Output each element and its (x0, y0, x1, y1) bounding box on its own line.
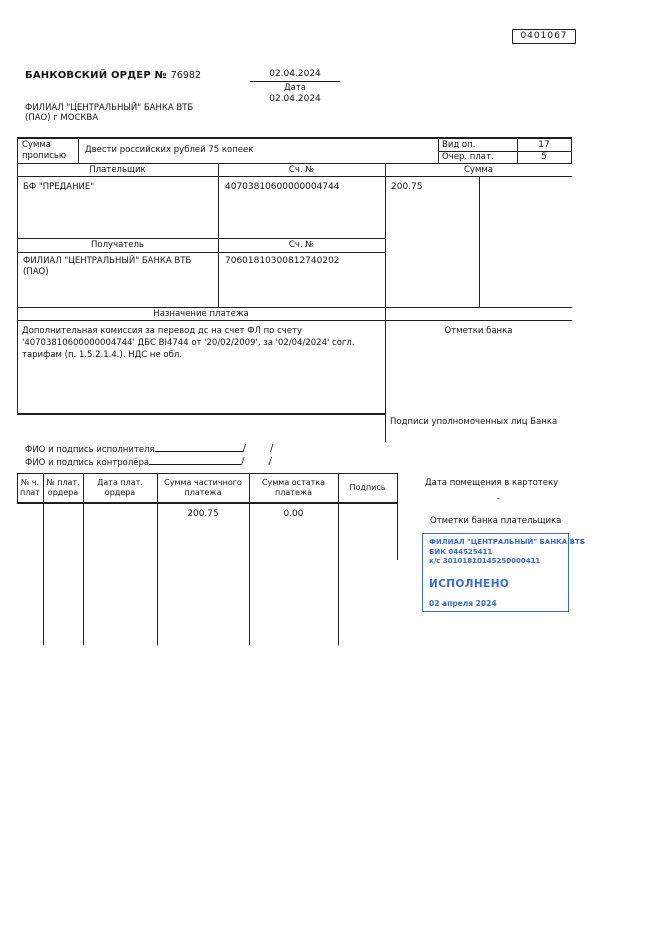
partial-col-header (249, 478, 338, 497)
table-line-payer-bottom (17, 238, 385, 239)
purpose-text-line3: тарифам (п. 1.5.2.1.4.). НДС не обл. (22, 350, 182, 360)
stamp-bank-name: ФИЛИАЛ "ЦЕНТРАЛЬНЫЙ" БАНКА ВТБ (429, 538, 586, 546)
partial-col-header-line: ордера (104, 487, 136, 497)
partial-col-header (338, 483, 397, 493)
partial-col-header (43, 478, 83, 497)
payment-amount: 200.75 (391, 182, 423, 192)
form-code: 0401067 (520, 31, 568, 41)
payer-account-number: 40703810600000004744 (225, 182, 340, 192)
bank-execution-stamp (422, 533, 586, 612)
payment-priority-value: 5 (541, 152, 547, 162)
partial-col-header (83, 478, 157, 497)
stamp-status: ИСПОЛНЕНО (429, 577, 510, 590)
partial-col-header (157, 478, 249, 497)
table-line-purpose-header-bottom (17, 320, 572, 321)
partial-col-header (17, 478, 43, 497)
partial-col-header-line: платежа (184, 487, 222, 497)
purpose-text-line1: Дополнительная комиссия за перевод дс на счет ФЛ по счету (22, 326, 302, 336)
recipient-name-line2: (ПАО) (23, 267, 49, 277)
table-line-sum-divider (385, 163, 386, 442)
partial-col-header-line: Дата плат. (97, 478, 143, 487)
form-code-box (512, 29, 576, 44)
table-line-header-bottom (17, 176, 572, 177)
stamp-corr-account: к/с 30101810145250000411 (429, 557, 541, 565)
partial-amount-value: 200.75 (187, 509, 219, 519)
partial-col-header-line: № ч. (20, 478, 40, 487)
amount-words-label-line2: прописью (22, 151, 67, 161)
partial-table-line-col4 (249, 473, 250, 645)
partial-table-line-col3 (157, 473, 158, 645)
table-line-optype-left (438, 137, 439, 163)
date-value-top: 02.04.2024 (250, 69, 340, 82)
table-line-words-divider (78, 137, 79, 163)
recipient-account-label: Сч. № (288, 240, 315, 250)
recipient-account-number: 70601810300812740202 (225, 256, 340, 266)
table-line-top (17, 137, 572, 139)
amount-words-label-line1: Сумма (22, 140, 51, 150)
recipient-name-line1: ФИЛИАЛ "ЦЕНТРАЛЬНЫЙ" БАНКА ВТБ (23, 256, 192, 266)
amount-in-words: Двести российских рублей 75 копеек (85, 145, 254, 155)
table-line-account-divider (218, 163, 219, 307)
table-line-recipient-header-bottom (17, 252, 385, 253)
operation-type-value: 17 (538, 140, 550, 150)
payer-section-label: Плательщик (89, 165, 146, 175)
table-line-sum-mid-divider (479, 176, 480, 307)
slash-mark: / (269, 443, 274, 454)
table-line-row1-bottom (17, 163, 572, 164)
partial-table-line-top (17, 473, 398, 474)
stamp-bik: БИК 044525411 (429, 547, 493, 556)
partial-col-header-line: плат (20, 487, 40, 497)
card-index-label: Дата помещения в картотеку (425, 478, 559, 488)
partial-col-header-line: Подпись (349, 483, 386, 492)
slash-mark: / (268, 456, 272, 467)
table-line-left-border (17, 137, 18, 414)
partial-col-header-line: Сумма остатка (261, 478, 326, 487)
partial-table-line-right (397, 473, 398, 560)
payment-priority-label: Очер. плат. (442, 152, 494, 162)
partial-table-line-header-bottom (17, 502, 398, 504)
controller-signature-row (25, 456, 272, 469)
issuing-bank-name-line2: (ПАО) г МОСКВА (25, 113, 99, 123)
bank-signatures-label: Подписи уполномоченных лиц Банка (390, 417, 558, 427)
partial-col-header-line: Сумма частичного (164, 478, 242, 487)
bank-marks-label: Отметки банка (444, 326, 513, 336)
document-title (25, 70, 201, 81)
partial-col-header-line: ордера (47, 487, 79, 497)
table-line-purpose-top (17, 307, 572, 308)
payer-bank-marks-label: Отметки банка плательщика (430, 516, 562, 526)
payer-name: БФ "ПРЕДАНИЕ" (23, 182, 95, 192)
executor-signature-label: ФИО и подпись исполнителя (25, 445, 155, 455)
partial-table-line-col5 (338, 473, 339, 645)
slash-mark: / (241, 456, 245, 467)
purpose-text-line2: '40703810600000004744' ДБС BI4744 от '20/02/2009', за '02/04/2024' согл. (22, 338, 355, 348)
payer-account-label: Сч. № (288, 165, 315, 175)
table-line-optype-right (571, 137, 572, 163)
card-index-value: - (497, 494, 501, 504)
controller-signature-label: ФИО и подпись контролёра (25, 458, 150, 468)
remainder-amount-value: 0.00 (283, 509, 304, 519)
partial-col-header-line: платежа (275, 487, 312, 497)
slash-mark: / (242, 443, 246, 454)
purpose-section-label: Назначение платежа (153, 309, 249, 319)
partial-table-line-col2 (83, 473, 84, 645)
date-label: Дата (283, 83, 306, 93)
executor-signature-row (25, 443, 273, 456)
recipient-section-label: Получатель (91, 240, 144, 250)
amount-column-label: Сумма (464, 165, 493, 175)
executor-signature-line (155, 443, 243, 452)
partial-table-line-col1 (43, 473, 44, 645)
issuing-bank-name-line1: ФИЛИАЛ "ЦЕНТРАЛЬНЫЙ" БАНКА ВТБ (25, 103, 194, 113)
document-title-text: БАНКОВСКИЙ ОРДЕР № (25, 70, 167, 81)
date-value-bottom: 02.04.2024 (269, 94, 321, 104)
stamp-date: 02 апреля 2024 (429, 598, 497, 608)
partial-col-header-line: № плат. (46, 478, 80, 487)
table-line-purpose-bottom (17, 413, 385, 415)
operation-type-label: Вид оп. (442, 140, 476, 150)
controller-signature-line (149, 456, 241, 465)
order-number: 76982 (170, 70, 202, 81)
